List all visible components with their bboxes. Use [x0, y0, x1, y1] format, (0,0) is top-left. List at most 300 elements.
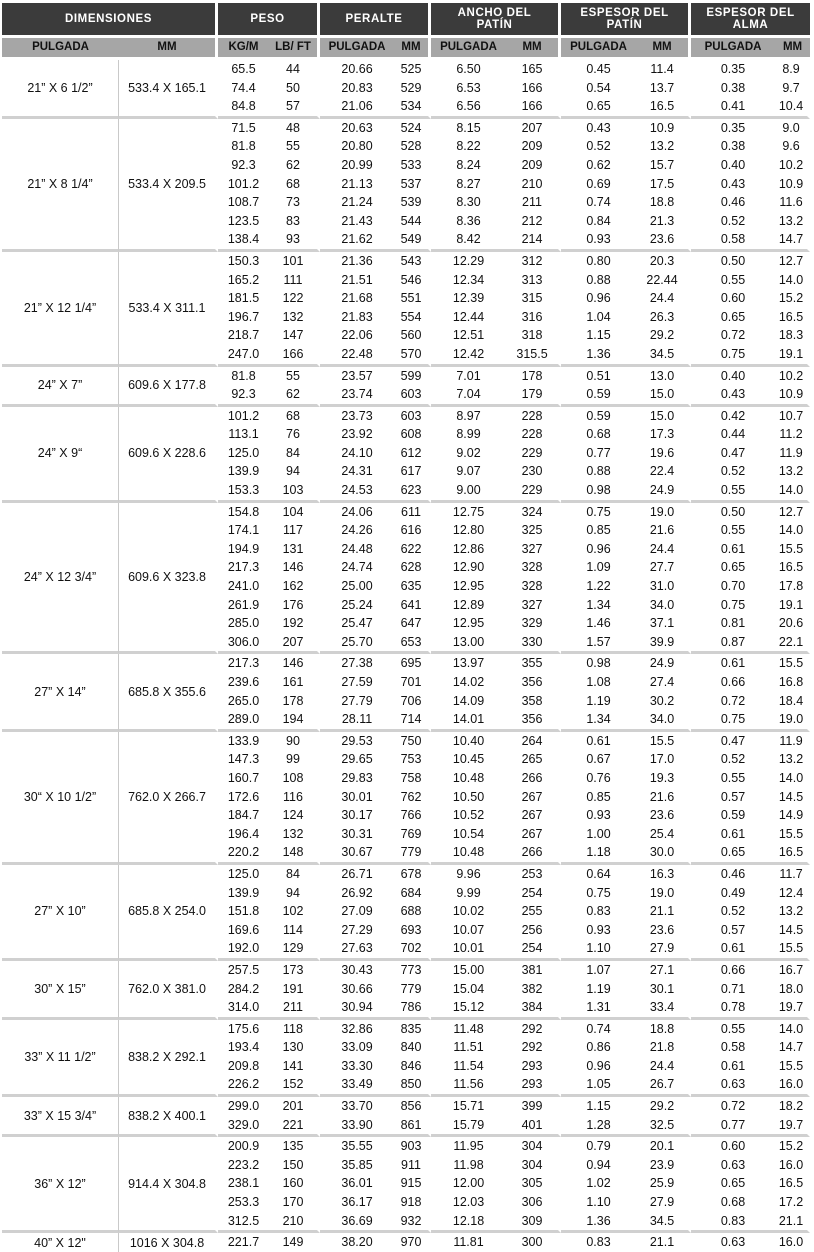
espesor-patin-mm-cell [636, 1097, 691, 1137]
ancho-pulgada-value: 8.97 [456, 408, 481, 423]
espesor-patin-mm-value: 24.4 [649, 291, 675, 306]
espesor-patin-mm-value: 34.5 [649, 346, 675, 361]
ancho-pulgada-value: 12.39 [452, 291, 485, 306]
ancho-pulgada-value: 8.15 [456, 120, 481, 135]
kg-m-cell [218, 407, 269, 503]
ancho-mm-value: 228 [521, 408, 543, 423]
espesor-alma-pulgada-value: 0.38 [720, 139, 746, 154]
ancho-mm-value: 166 [521, 80, 543, 95]
peralte-pulgada-value: 30.17 [341, 808, 373, 823]
ancho-mm-value: 401 [521, 1117, 543, 1132]
peralte-mm-value: 769 [400, 826, 422, 841]
kg-m-value: 239.6 [227, 675, 260, 689]
espesor-alma-pulgada-value: 0.70 [720, 579, 746, 594]
espesor-patin-pulgada-value: 0.59 [586, 387, 611, 402]
espesor-alma-mm-value: 9.6 [782, 139, 800, 154]
ancho-pulgada-value: 8.42 [456, 232, 481, 247]
table-row [2, 60, 810, 119]
peralte-mm-value: 758 [400, 770, 422, 785]
kg-m-cell [218, 1233, 269, 1252]
espesor-alma-mm-value: 14.0 [778, 1021, 804, 1036]
ancho-mm-value: 254 [521, 941, 543, 956]
peralte-pulgada-value: 30.01 [341, 789, 373, 804]
table-row [2, 367, 810, 407]
espesor-patin-pulgada-value: 1.15 [586, 1099, 611, 1114]
peralte-pulgada-value: 20.63 [341, 120, 373, 135]
lb-ft-value: 148 [282, 845, 304, 860]
espesor-patin-pulgada-value: 0.85 [586, 523, 611, 538]
peralte-pulgada-value: 25.70 [341, 634, 373, 649]
peralte-pulgada-value: 25.00 [341, 579, 373, 594]
ancho-mm-value: 305 [521, 1176, 543, 1191]
peralte-pulgada-value: 28.11 [341, 712, 373, 727]
ancho-pulgada-value: 10.48 [452, 770, 485, 785]
espesor-patin-mm-value: 21.8 [649, 1040, 675, 1055]
peralte-pulgada-value: 30.31 [341, 826, 373, 841]
ancho-pulgada-value: 10.54 [452, 826, 485, 841]
ancho-mm-value: 355 [521, 656, 543, 671]
peralte-mm-value: 846 [400, 1058, 422, 1073]
subheader-dim-pulgada: PULGADA [2, 35, 119, 60]
espesor-alma-mm-value: 14.0 [778, 272, 804, 287]
espesor-alma-mm-cell [775, 1137, 810, 1233]
kg-m-value: 65.5 [231, 62, 256, 76]
espesor-patin-pulgada-cell [561, 1020, 636, 1097]
ancho-pulgada-value: 12.34 [452, 272, 485, 287]
lb-ft-value: 68 [286, 176, 300, 191]
ancho-mm-value: 214 [521, 232, 543, 247]
espesor-alma-mm-value: 9.0 [782, 120, 800, 135]
espesor-patin-mm-value: 27.1 [649, 962, 675, 977]
espesor-patin-pulgada-value: 1.28 [586, 1117, 611, 1132]
espesor-patin-pulgada-value: 0.51 [586, 368, 611, 383]
lb-ft-cell [269, 865, 320, 961]
espesor-patin-mm-value: 19.3 [649, 770, 675, 785]
espesor-alma-mm-value: 19.1 [778, 597, 804, 612]
unit-header-row [2, 35, 810, 60]
ancho-mm-value: 211 [522, 195, 542, 210]
peralte-mm-value: 612 [400, 445, 422, 460]
espesor-patin-mm-value: 21.1 [649, 904, 675, 919]
ancho-pulgada-value: 12.42 [452, 346, 485, 361]
peralte-pulgada-value: 33.49 [341, 1077, 373, 1092]
ancho-mm-cell [506, 732, 561, 865]
espesor-patin-pulgada-value: 0.83 [586, 1235, 611, 1250]
table-row [2, 961, 810, 1020]
peralte-mm-value: 647 [400, 616, 422, 631]
espesor-patin-pulgada-value: 0.65 [586, 99, 611, 114]
kg-m-cell [218, 654, 269, 731]
kg-m-cell [218, 732, 269, 865]
ancho-pulgada-value: 10.01 [452, 941, 485, 956]
table-body [2, 60, 810, 1252]
ancho-pulgada-value: 12.00 [452, 1176, 485, 1191]
peralte-pulgada-value: 25.47 [341, 616, 373, 631]
ancho-mm-value: 300 [521, 1235, 543, 1250]
ancho-mm-value: 399 [521, 1099, 543, 1114]
ancho-mm-cell [506, 1137, 561, 1233]
espesor-patin-pulgada-value: 0.93 [586, 808, 611, 823]
peralte-pulgada-value: 24.31 [341, 464, 373, 479]
peralte-pulgada-value: 24.26 [341, 523, 373, 538]
espesor-patin-pulgada-value: 1.46 [586, 616, 611, 631]
espesor-patin-pulgada-cell [561, 60, 636, 119]
espesor-alma-pulgada-value: 0.77 [720, 1117, 746, 1132]
espesor-patin-pulgada-value: 0.45 [586, 62, 611, 76]
lb-ft-value: 76 [286, 427, 300, 442]
size-mm-cell: 838.2 X 292.1 [119, 1020, 218, 1097]
espesor-alma-pulgada-value: 0.43 [720, 176, 746, 191]
espesor-alma-mm-value: 11.2 [779, 427, 803, 442]
ancho-mm-value: 266 [521, 845, 543, 860]
espesor-patin-mm-value: 25.4 [649, 826, 675, 841]
espesor-alma-pulgada-cell [691, 367, 775, 407]
ancho-mm-value: 381 [521, 962, 543, 977]
lb-ft-value: 194 [282, 712, 304, 727]
espesor-patin-pulgada-value: 0.79 [586, 1139, 611, 1154]
espesor-patin-mm-cell [636, 60, 691, 119]
espesor-alma-pulgada-value: 0.50 [720, 504, 746, 519]
ancho-mm-value: 306 [521, 1195, 543, 1210]
peralte-mm-cell [394, 1233, 431, 1252]
lb-ft-value: 104 [282, 504, 304, 519]
peralte-pulgada-value: 23.57 [341, 368, 373, 383]
ancho-mm-value: 209 [521, 139, 543, 154]
espesor-patin-mm-cell [636, 961, 691, 1020]
espesor-alma-pulgada-value: 0.75 [720, 712, 746, 727]
kg-m-value: 160.7 [227, 770, 260, 785]
lb-ft-cell [269, 654, 320, 731]
kg-m-value: 175.6 [227, 1021, 260, 1036]
size-mm-cell: 533.4 X 311.1 [119, 252, 218, 367]
ancho-mm-value: 207 [521, 120, 543, 135]
espesor-alma-mm-value: 16.0 [778, 1235, 804, 1250]
size-pulgada-cell: 21” X 6 1/2” [2, 60, 119, 119]
espesor-patin-mm-value: 21.6 [649, 789, 675, 804]
lb-ft-value: 207 [282, 634, 304, 649]
kg-m-value: 181.5 [227, 291, 260, 306]
lb-ft-value: 152 [282, 1077, 304, 1092]
ancho-mm-value: 330 [521, 634, 543, 649]
peralte-mm-value: 753 [400, 752, 422, 767]
subheader-lb-ft: LB/ FT [269, 35, 320, 60]
espesor-alma-mm-cell [775, 1233, 810, 1252]
espesor-alma-mm-value: 18.0 [778, 981, 804, 996]
peralte-mm-value: 706 [400, 693, 422, 708]
espesor-alma-mm-value: 14.0 [778, 483, 804, 498]
kg-m-value: 241.0 [227, 579, 260, 594]
espesor-patin-mm-cell [636, 407, 691, 503]
espesor-patin-mm-value: 34.0 [649, 597, 675, 612]
kg-m-cell [218, 1097, 269, 1137]
peralte-mm-value: 560 [400, 328, 422, 343]
kg-m-cell [218, 367, 269, 407]
espesor-alma-mm-value: 13.2 [778, 213, 804, 228]
size-mm-cell: 609.6 X 228.6 [119, 407, 218, 503]
espesor-alma-mm-value: 15.2 [778, 1139, 804, 1154]
peralte-pulgada-cell [320, 1137, 394, 1233]
espesor-alma-mm-value: 11.9 [779, 733, 803, 748]
peralte-pulgada-cell [320, 654, 394, 731]
ancho-mm-value: 267 [521, 826, 543, 841]
espesor-alma-pulgada-value: 0.72 [720, 1099, 746, 1114]
ancho-mm-value: 229 [521, 445, 543, 460]
lb-ft-value: 103 [282, 483, 304, 498]
espesor-patin-mm-value: 24.4 [649, 541, 675, 556]
espesor-alma-pulgada-value: 0.35 [720, 62, 746, 76]
espesor-alma-mm-value: 16.0 [778, 1157, 804, 1172]
peralte-mm-value: 608 [400, 427, 422, 442]
peralte-pulgada-value: 36.17 [341, 1195, 373, 1210]
espesor-patin-mm-cell [636, 252, 691, 367]
espesor-alma-mm-value: 12.7 [778, 253, 804, 268]
ancho-mm-value: 382 [521, 981, 543, 996]
table-row [2, 407, 810, 503]
size-pulgada-cell: 40” X 12" [2, 1233, 119, 1252]
peralte-mm-cell [394, 732, 431, 865]
espesor-patin-mm-value: 18.8 [649, 195, 675, 210]
espesor-alma-pulgada-value: 0.38 [720, 80, 746, 95]
peralte-pulgada-value: 21.62 [341, 232, 373, 247]
espesor-alma-mm-value: 11.6 [779, 195, 803, 210]
espesor-patin-mm-value: 13.7 [649, 80, 675, 95]
lb-ft-value: 129 [282, 941, 304, 956]
ancho-mm-value: 309 [521, 1213, 543, 1228]
espesor-alma-mm-value: 17.2 [778, 1195, 804, 1210]
kg-m-value: 81.8 [231, 139, 256, 154]
kg-m-cell [218, 1137, 269, 1233]
kg-m-value: 154.8 [227, 504, 260, 519]
espesor-patin-mm-value: 15.0 [649, 408, 675, 423]
espesor-patin-mm-value: 24.9 [649, 483, 675, 498]
kg-m-value: 223.2 [227, 1157, 260, 1172]
peralte-mm-value: 773 [400, 962, 422, 977]
kg-m-cell [218, 60, 269, 119]
ancho-mm-value: 265 [521, 752, 543, 767]
espesor-alma-mm-value: 22.1 [778, 634, 804, 649]
ancho-mm-cell [506, 961, 561, 1020]
espesor-patin-mm-value: 21.1 [649, 1235, 675, 1250]
peralte-pulgada-value: 26.92 [341, 885, 373, 900]
espesor-alma-pulgada-cell [691, 252, 775, 367]
peralte-pulgada-cell [320, 60, 394, 119]
espesor-alma-mm-value: 10.2 [778, 157, 804, 172]
ancho-mm-cell [506, 367, 561, 407]
espesor-patin-mm-value: 17.0 [649, 752, 675, 767]
size-pulgada-cell: 30“ X 10 1/2” [2, 732, 119, 865]
lb-ft-value: 90 [286, 733, 300, 748]
espesor-alma-mm-value: 15.2 [778, 291, 804, 306]
peralte-mm-cell [394, 1097, 431, 1137]
header-espesor-del-alma: ESPESOR DEL ALMA [691, 3, 810, 35]
peralte-pulgada-cell [320, 961, 394, 1020]
lb-ft-value: 130 [282, 1040, 304, 1055]
ancho-mm-value: 293 [521, 1058, 543, 1073]
espesor-alma-mm-cell [775, 961, 810, 1020]
ancho-pulgada-value: 15.04 [452, 981, 485, 996]
espesor-patin-pulgada-cell [561, 119, 636, 252]
ancho-pulgada-value: 6.50 [456, 62, 481, 76]
peralte-mm-value: 695 [400, 656, 422, 671]
espesor-patin-mm-value: 26.3 [649, 309, 675, 324]
peralte-pulgada-value: 33.09 [341, 1040, 373, 1055]
espesor-patin-pulgada-value: 1.04 [586, 309, 611, 324]
ancho-pulgada-value: 12.80 [452, 523, 485, 538]
lb-ft-value: 210 [282, 1213, 304, 1228]
size-mm-cell: 762.0 X 381.0 [119, 961, 218, 1020]
espesor-alma-mm-value: 8.9 [782, 62, 800, 76]
size-pulgada-cell: 21” X 8 1/4” [2, 119, 119, 252]
peralte-pulgada-cell [320, 1097, 394, 1137]
ancho-pulgada-value: 14.02 [452, 675, 485, 689]
peralte-mm-value: 693 [400, 922, 422, 937]
kg-m-value: 169.6 [227, 922, 260, 937]
peralte-mm-value: 537 [400, 176, 422, 191]
peralte-mm-value: 970 [400, 1235, 422, 1250]
lb-ft-value: 84 [286, 866, 300, 881]
peralte-pulgada-value: 21.13 [341, 176, 373, 191]
lb-ft-value: 162 [282, 579, 304, 594]
espesor-patin-pulgada-cell [561, 252, 636, 367]
kg-m-value: 138.4 [227, 232, 260, 247]
espesor-alma-pulgada-value: 0.61 [720, 941, 746, 956]
peralte-mm-value: 688 [400, 904, 422, 919]
ancho-mm-cell [506, 503, 561, 655]
table-row [2, 503, 810, 655]
peralte-pulgada-cell [320, 119, 394, 252]
espesor-alma-pulgada-value: 0.75 [720, 597, 746, 612]
peralte-mm-cell [394, 407, 431, 503]
ancho-mm-value: 293 [521, 1077, 543, 1092]
lb-ft-value: 132 [282, 826, 304, 841]
size-mm-cell: 914.4 X 304.8 [119, 1137, 218, 1233]
kg-m-value: 220.2 [227, 845, 260, 860]
espesor-alma-pulgada-value: 0.46 [720, 195, 746, 210]
espesor-patin-mm-value: 34.5 [649, 1213, 675, 1228]
peralte-mm-value: 932 [400, 1213, 422, 1228]
espesor-alma-mm-value: 18.3 [778, 328, 804, 343]
peralte-mm-value: 544 [400, 213, 422, 228]
espesor-alma-pulgada-value: 0.35 [720, 120, 746, 135]
ancho-pulgada-value: 12.44 [452, 309, 485, 324]
espesor-patin-pulgada-value: 0.74 [586, 1021, 611, 1036]
espesor-alma-mm-cell [775, 503, 810, 655]
espesor-patin-pulgada-value: 1.19 [586, 981, 611, 996]
espesor-patin-mm-value: 25.9 [649, 1176, 675, 1191]
peralte-pulgada-value: 32.86 [341, 1021, 373, 1036]
peralte-mm-cell [394, 252, 431, 367]
espesor-patin-pulgada-value: 0.59 [586, 408, 611, 423]
ancho-mm-value: 384 [521, 1000, 543, 1015]
espesor-patin-mm-value: 15.0 [649, 387, 675, 402]
espesor-patin-pulgada-value: 1.19 [586, 693, 611, 708]
lb-ft-value: 84 [286, 445, 300, 460]
ancho-pulgada-value: 12.95 [452, 616, 485, 631]
espesor-alma-pulgada-value: 0.72 [720, 693, 746, 708]
espesor-alma-mm-value: 16.5 [778, 560, 804, 575]
espesor-patin-pulgada-value: 1.07 [586, 962, 611, 977]
ancho-pulgada-cell [431, 1020, 506, 1097]
espesor-alma-pulgada-value: 0.40 [720, 157, 746, 172]
espesor-alma-pulgada-value: 0.61 [720, 656, 746, 671]
lb-ft-value: 108 [282, 770, 304, 785]
ancho-mm-cell [506, 407, 561, 503]
espesor-patin-pulgada-value: 1.10 [586, 941, 611, 956]
peralte-mm-cell [394, 503, 431, 655]
peralte-pulgada-value: 23.73 [341, 408, 373, 423]
espesor-patin-mm-value: 37.1 [649, 616, 675, 631]
ancho-mm-value: 255 [521, 904, 543, 919]
peralte-pulgada-value: 20.83 [341, 80, 373, 95]
size-pulgada-cell: 21” X 12 1/4” [2, 252, 119, 367]
peralte-pulgada-cell [320, 865, 394, 961]
kg-m-value: 306.0 [227, 634, 260, 649]
espesor-alma-mm-value: 16.5 [778, 845, 804, 860]
peralte-mm-value: 599 [400, 368, 422, 383]
espesor-alma-pulgada-value: 0.50 [720, 253, 746, 268]
peralte-pulgada-value: 30.43 [341, 962, 373, 977]
subheader-ancho-pulgada: PULGADA [431, 35, 506, 60]
espesor-patin-mm-value: 22.44 [646, 272, 678, 287]
ancho-mm-value: 325 [521, 523, 543, 538]
kg-m-value: 172.6 [227, 789, 260, 804]
peralte-mm-cell [394, 1020, 431, 1097]
espesor-alma-mm-cell [775, 1097, 810, 1137]
espesor-alma-pulgada-value: 0.55 [720, 483, 746, 498]
peralte-mm-value: 911 [401, 1157, 421, 1172]
kg-m-value: 314.0 [227, 1000, 260, 1015]
espesor-patin-mm-cell [636, 732, 691, 865]
subheader-espesor-patin-pulgada: PULGADA [561, 35, 636, 60]
espesor-patin-mm-value: 20.3 [649, 253, 675, 268]
lb-ft-cell [269, 732, 320, 865]
espesor-patin-mm-value: 10.9 [649, 120, 675, 135]
espesor-alma-pulgada-value: 0.46 [720, 866, 746, 881]
kg-m-value: 84.8 [231, 99, 256, 114]
peralte-mm-value: 840 [400, 1040, 422, 1055]
peralte-pulgada-value: 24.10 [341, 445, 373, 460]
ancho-pulgada-value: 14.09 [452, 693, 485, 708]
espesor-alma-pulgada-value: 0.49 [720, 885, 746, 900]
peralte-mm-cell [394, 865, 431, 961]
espesor-alma-pulgada-cell [691, 1233, 775, 1252]
size-pulgada-cell: 36” X 12” [2, 1137, 119, 1233]
espesor-alma-pulgada-value: 0.55 [720, 523, 746, 538]
espesor-alma-mm-cell [775, 252, 810, 367]
espesor-alma-pulgada-cell [691, 1137, 775, 1233]
peralte-pulgada-value: 24.06 [341, 504, 373, 519]
espesor-alma-mm-value: 12.7 [778, 504, 804, 519]
peralte-pulgada-value: 27.63 [341, 941, 373, 956]
espesor-alma-mm-value: 14.7 [778, 232, 804, 247]
peralte-pulgada-value: 33.90 [341, 1117, 373, 1132]
kg-m-value: 123.5 [227, 213, 260, 228]
ancho-pulgada-value: 10.50 [452, 789, 485, 804]
espesor-alma-pulgada-value: 0.72 [720, 328, 746, 343]
peralte-mm-value: 546 [400, 272, 422, 287]
peralte-mm-value: 762 [400, 789, 422, 804]
espesor-patin-mm-value: 21.3 [649, 213, 675, 228]
espesor-alma-pulgada-value: 0.87 [720, 634, 746, 649]
ancho-mm-value: 264 [521, 733, 543, 748]
lb-ft-value: 201 [282, 1099, 304, 1114]
peralte-pulgada-value: 35.55 [341, 1139, 373, 1154]
espesor-patin-pulgada-value: 0.98 [586, 656, 611, 671]
espesor-alma-pulgada-cell [691, 654, 775, 731]
ancho-pulgada-cell [431, 865, 506, 961]
peralte-pulgada-value: 24.53 [341, 483, 373, 498]
espesor-alma-mm-value: 14.5 [778, 789, 804, 804]
